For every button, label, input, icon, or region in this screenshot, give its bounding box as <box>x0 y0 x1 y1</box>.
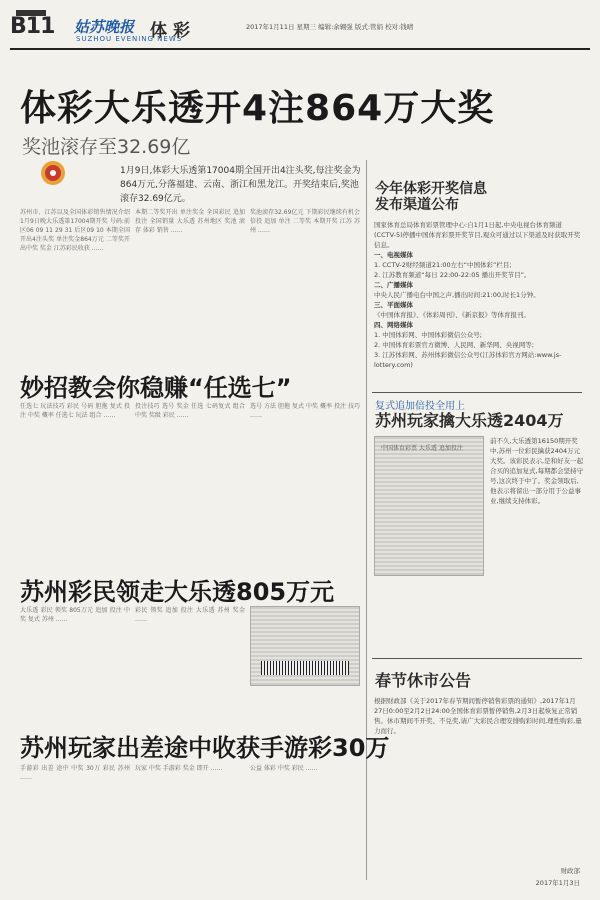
holiday-title: 春节休市公告 <box>375 671 472 690</box>
tips-col-2: 投注技巧 选号 奖金 任选 七码复式 组合 中奖 奖级 彩民 …… <box>135 403 245 419</box>
award-body: 前不久,大乐透第16150期开奖中,苏州一位彩民擒获2404万元大奖。该彩民表示,是和好友一起合买的追加复式,每期都会坚持守号,这次终于中了。奖金领取后,他表示将留出一部分用于公益事业,继续支持体彩。 <box>490 437 584 505</box>
notice-item: 3. 江苏体彩网、苏州体彩微信公众号(江苏体彩官方网站:www.js-lottery.com) <box>374 351 562 369</box>
main-story-col-1: 苏州市、江苏以及全国体彩销售情况介绍 1月9日晚大乐透第17004期开奖 号码:前区06 09 11 29 31 后区09 10 本期全国开出4注头奖 单注奖金864万元 二等奖开出中奖 奖金 江苏彩民收获 …… <box>20 209 130 252</box>
notice-item: 中央人民广播电台中国之声,播出时间:21:00,时长1分钟。 <box>374 291 540 299</box>
mobile-col-3: 公益 体彩 中奖 彩民 …… <box>250 765 318 772</box>
issue-info: 2017年1月11日 星期三 编辑:余翱强 版式:管娟 校对:钱晴 <box>246 23 414 31</box>
winner-col-2: 彩民 领奖 追加 投注 大乐透 苏州 奖金 …… <box>135 607 245 623</box>
holiday-body: 根据财政部《关于2017年春节期间暂停销售彩票的通知》,2017年1月27日0:00至2月2日24:00全国体育彩票暂停销售,2月3日起恢复正常销售。休市期间不开奖、不兑奖,请广大彩民合理安排购彩时间,理性购彩,量力而行。 <box>374 697 582 735</box>
article-title-tips: 妙招教会你稳赚“任选七” <box>20 374 292 402</box>
tips-col-1: 任选七 玩法技巧 彩民 号码 胆拖 复式 投注 中奖 概率 任选七 玩法 组合 …… <box>20 403 130 419</box>
winning-ticket-image <box>250 606 360 686</box>
article-title-winner: 苏州彩民领走大乐透805万元 <box>20 578 335 606</box>
masthead <box>10 10 590 50</box>
notice-item: 《中国体育报》、《体彩周刊》、《新京报》等体育报刊。 <box>374 311 530 319</box>
page-number: B11 <box>10 14 55 39</box>
notice-item: 一、电视媒体 <box>374 251 413 259</box>
notice-title-line2: 发布渠道公布 <box>375 197 459 213</box>
notice-title-line1: 今年体彩开奖信息 <box>375 181 487 197</box>
main-story-col-2: 本期二等奖开出 单注奖金 全国彩民 追加投注 全国销量 大乐透 苏州地区 奖池 滚存 体彩 销售 …… <box>135 209 245 234</box>
award-kicker: 复式追加倍投全用上 <box>375 401 465 412</box>
notice-item: 2. 中国体育彩票官方微博、人民网、新华网、央视网等; <box>374 341 534 349</box>
lottery-ticket-photo <box>374 436 484 576</box>
section-rule <box>372 658 582 659</box>
notice-body <box>374 220 584 370</box>
mobile-col-1: 手游彩 出差 途中 中奖 30万 彩民 苏州 …… <box>20 765 130 781</box>
notice-item: 1. 中国体彩网、中国体彩微信公众号; <box>374 331 482 339</box>
ticket-caption: 中国体育彩票 大乐透 追加投注 <box>381 445 463 452</box>
notice-item: 四、网络媒体 <box>374 321 413 329</box>
paper-name: 姑苏晚报 <box>74 18 135 36</box>
ticket-barcode <box>261 661 349 675</box>
holiday-date: 2017年1月3日 <box>535 879 580 887</box>
subheadline: 奖池滚存至32.69亿 <box>22 136 191 158</box>
award-title: 苏州玩家擒大乐透2404万 <box>375 411 564 430</box>
holiday-signoff: 财政部 <box>560 867 580 875</box>
mobile-col-2: 玩家 中奖 手游彩 奖金 即开 …… <box>135 765 223 772</box>
notice-item: 1. CCTV-2财经频道21:00左右“中国体彩”栏目; <box>374 261 512 269</box>
lead-paragraph: 1月9日,体彩大乐透第17004期全国开出4注头奖,每注奖金为864万元,分落福建、云南、浙江和黑龙江。开奖结束后,奖池滚存32.69亿元。 <box>120 166 361 204</box>
sports-lottery-logo-icon <box>40 160 66 186</box>
notice-item: 2. 江苏教育频道“每日 22:00-22:05 播出开奖节目”。 <box>374 271 531 279</box>
notice-item: 三、平面媒体 <box>374 301 413 309</box>
notice-item: 二、广播媒体 <box>374 281 413 289</box>
column-divider <box>366 160 367 880</box>
main-headline: 体彩大乐透开4注864万大奖 <box>20 88 495 129</box>
main-story-col-3: 奖池滚存32.69亿元 下期彩民继续有机会 倍投 追加 单注 二等奖 本期开奖 江苏 苏州 …… <box>250 209 360 234</box>
ticket-texture <box>375 437 483 575</box>
tips-col-3: 选号 方法 胆拖 复式 中奖 概率 投注 技巧 …… <box>250 403 360 419</box>
section-rule <box>372 392 582 393</box>
paper-name-en: SUZHOU EVENING NEWS <box>76 35 183 43</box>
notice-intro: 国家体育总局体育彩票管理中心:自1月1日起,中央电视台体育频道(CCTV-5)停播中国体育彩票开奖节目,观众可通过以下渠道及时获取开奖信息。 <box>374 221 581 249</box>
winner-col-1: 大乐透 彩民 领奖 805万元 追加 投注 中奖 复式 苏州 …… <box>20 607 130 623</box>
section-name: 体彩 <box>150 21 196 41</box>
article-title-mobile: 苏州玩家出差途中收获手游彩30万 <box>20 734 390 762</box>
